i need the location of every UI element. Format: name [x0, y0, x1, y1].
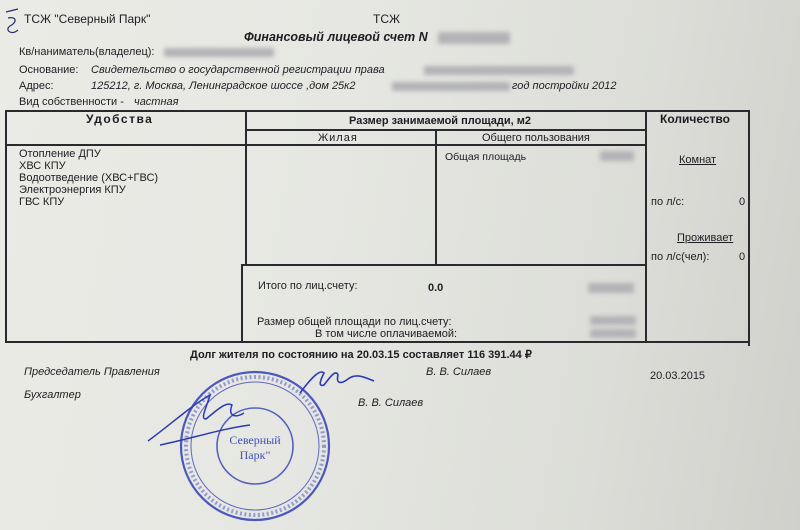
chair-signature: [290, 355, 380, 405]
redacted-total: [588, 283, 634, 293]
amenity-item: Водоотведение (ХВС+ГВС): [19, 172, 159, 184]
total-value: 0.0: [428, 282, 444, 294]
paid-area-label: В том числе оплачиваемой:: [315, 328, 458, 340]
redacted-total-area: [600, 151, 634, 161]
accountant-name: В. В. Силаев: [358, 397, 424, 409]
handwritten-mark: [2, 6, 24, 42]
rooms-label: Комнат: [679, 154, 717, 166]
debt-statement: Долг жителя по состоянию на 20.03.15 составляет 116 391.44 ₽: [190, 349, 532, 361]
redacted-paid-area: [590, 329, 636, 338]
ownership-value: частная: [134, 96, 179, 108]
chair-label: Председатель Правления: [24, 366, 160, 378]
redacted-account-area: [590, 316, 636, 325]
totals-left-line: [241, 264, 243, 342]
chair-name: В. В. Силаев: [426, 366, 492, 378]
address-label: Адрес:: [19, 80, 54, 92]
redacted-basis: [424, 66, 574, 75]
residents-label: Проживает: [677, 232, 734, 244]
header-amenities: Удобства: [86, 112, 154, 126]
residents-per-account-value: 0: [739, 251, 746, 263]
total-label: Итого по лиц.счету:: [258, 280, 358, 292]
basis-label: Основание:: [19, 64, 79, 76]
document-title: Финансовый лицевой счет N: [244, 30, 428, 44]
accountant-label: Бухгалтер: [24, 389, 81, 401]
total-area-label: Общая площадь: [445, 151, 527, 163]
svg-text:Парк": Парк": [239, 448, 271, 462]
document-date: 20.03.2015: [650, 370, 706, 382]
built-year: год постройки 2012: [512, 80, 617, 92]
col-divider-1: [245, 110, 247, 265]
redacted-tenant: [164, 48, 274, 57]
rooms-per-account-value: 0: [739, 196, 746, 208]
svg-text:Северный: Северный: [229, 433, 281, 447]
redacted-address: [392, 82, 510, 91]
amenity-item: Электроэнергия КПУ: [19, 184, 126, 196]
account-area-label: Размер общей площади по лиц.счету:: [257, 316, 452, 328]
amenity-item: ХВС КПУ: [19, 160, 66, 172]
header-quantity: Количество: [660, 112, 730, 126]
amenity-item: ГВС КПУ: [19, 196, 65, 208]
col-divider-2: [435, 130, 437, 265]
table-bottom-border: [5, 341, 750, 343]
tenant-label: Кв/наниматель(владелец):: [19, 46, 155, 58]
totals-top-line: [241, 264, 646, 266]
address-value: 125212, г. Москва, Ленинградское шоссе ,дом 25к2: [91, 80, 356, 92]
rooms-per-account-label: по л/с:: [651, 196, 685, 208]
org-short: ТСЖ: [373, 12, 401, 26]
redacted-account-number: [438, 32, 510, 44]
header-living: Жилая: [318, 132, 358, 144]
basis-value: Свидетельство о государственной регистрации права: [91, 64, 385, 76]
subheader-line: [245, 129, 646, 131]
residents-per-account-label: по л/с(чел):: [651, 251, 710, 263]
table-right-border: [748, 110, 750, 346]
ownership-label: Вид собственности -: [19, 96, 124, 108]
accountant-signature: [140, 385, 280, 455]
header-area: Размер занимаемой площади, м2: [349, 115, 531, 127]
header-common: Общего пользования: [482, 132, 590, 144]
amenity-item: Отопление ДПУ: [19, 148, 101, 160]
org-name: ТСЖ "Северный Парк": [24, 12, 151, 26]
